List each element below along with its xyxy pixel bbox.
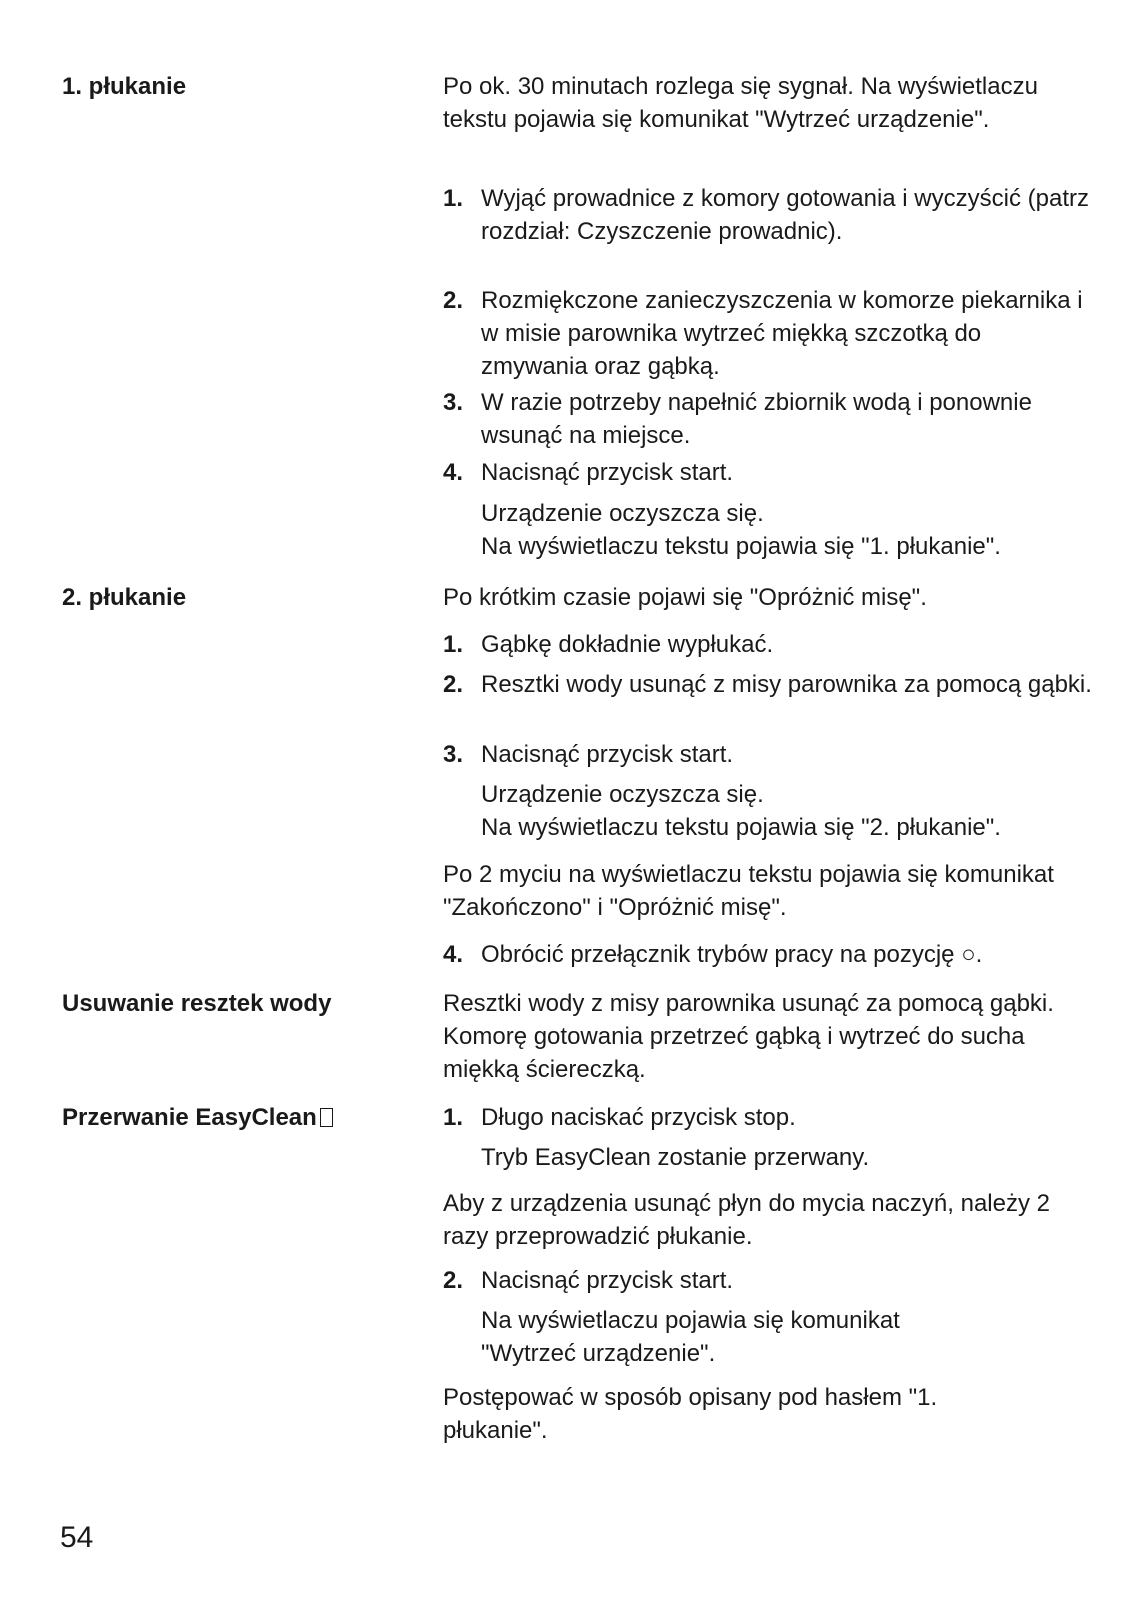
page-number: 54 [60, 1521, 94, 1554]
rinse-2-step-3 [443, 738, 1093, 771]
step-number: 1. [443, 631, 464, 658]
rinse-1-intro: Po ok. 30 minutach rozlega się sygnał. Na wyświetlaczu tekstu pojawia się komunikat "Wytrzeć urządzenie". [443, 73, 1038, 133]
step-number: 2. [443, 671, 464, 698]
result-line: Na wyświetlaczu tekstu pojawia się "1. płukanie". [481, 533, 1001, 560]
step-text: W razie potrzeby napełnić zbiornik wodą i ponownie wsunąć na miejsce. [481, 389, 1032, 449]
rinse-2-note: Po 2 myciu na wyświetlaczu tekstu pojawia się komunikat "Zakończono" i "Opróżnić misę". [443, 861, 1054, 921]
step-text: Długo naciskać przycisk stop. [481, 1104, 796, 1131]
rinse-2-intro: Po krótkim czasie pojawi się "Opróżnić misę". [443, 584, 927, 611]
interrupt-result-2 [481, 1304, 1093, 1370]
rinse-1-step-4 [443, 456, 1093, 489]
rinse-2-step-2 [443, 668, 1093, 701]
step-text: Rozmiękczone zanieczyszczenia w komorze piekarnika i w misie parownika wytrzeć miękką szczotką do zmywania oraz gąbką. [481, 287, 1083, 380]
section-heading-rinse-2: 2. płukanie [62, 584, 187, 611]
result-line: Na wyświetlaczu pojawia się komunikat [481, 1307, 900, 1334]
step-text: Obrócić przełącznik trybów pracy na pozycję ○. [481, 941, 983, 968]
step-text: Nacisnąć przycisk start. [481, 459, 734, 486]
interrupt-step-1 [443, 1101, 1093, 1134]
rinse-1-result [481, 497, 1093, 563]
rinse-2-step-4 [443, 938, 1093, 971]
step-number: 2. [443, 1267, 464, 1294]
step-number: 4. [443, 459, 464, 486]
heading-text: Przerwanie EasyClean [62, 1104, 317, 1131]
interrupt-result-1: Tryb EasyClean zostanie przerwany. [481, 1144, 870, 1171]
step-text: Gąbkę dokładnie wypłukać. [481, 631, 774, 658]
rinse-2-result [481, 778, 1093, 844]
rinse-1-step-3 [443, 386, 1093, 452]
step-text: Wyjąć prowadnice z komory gotowania i wyczyścić (patrz rozdział: Czyszczenie prowadnic). [481, 185, 1089, 245]
step-number: 3. [443, 741, 464, 768]
step-text: Resztki wody usunąć z misy parownika za pomocą gąbki. [481, 671, 1092, 698]
step-text: Nacisnąć przycisk start. [481, 1267, 734, 1294]
result-line: "Wytrzeć urządzenie". [481, 1340, 716, 1367]
result-line: Na wyświetlaczu tekstu pojawia się "2. płukanie". [481, 814, 1001, 841]
step-number: 4. [443, 941, 464, 968]
remove-water-text: Resztki wody z misy parownika usunąć za pomocą gąbki. Komorę gotowania przetrzeć gąbką i wytrzeć do sucha miękką ściereczką. [443, 990, 1054, 1083]
easyclean-symbol-icon [320, 1108, 333, 1127]
step-number: 3. [443, 389, 464, 416]
result-line: Urządzenie oczyszcza się. [481, 500, 764, 527]
rinse-1-step-1 [443, 182, 1093, 248]
step-number: 1. [443, 185, 464, 212]
rinse-1-step-2 [443, 284, 1093, 383]
step-number: 2. [443, 287, 464, 314]
interrupt-step-2 [443, 1264, 1093, 1297]
section-heading-remove-water: Usuwanie resztek wody [62, 990, 332, 1017]
section-heading-interrupt-easyclean [62, 1101, 333, 1134]
step-number: 1. [443, 1104, 464, 1131]
interrupt-final: Postępować w sposób opisany pod hasłem "1. płukanie". [443, 1384, 938, 1444]
interrupt-note: Aby z urządzenia usunąć płyn do mycia naczyń, należy 2 razy przeprowadzić płukanie. [443, 1190, 1050, 1250]
section-heading-rinse-1: 1. płukanie [62, 73, 187, 100]
rinse-2-step-1 [443, 628, 1093, 661]
step-text: Nacisnąć przycisk start. [481, 741, 734, 768]
result-line: Urządzenie oczyszcza się. [481, 781, 764, 808]
